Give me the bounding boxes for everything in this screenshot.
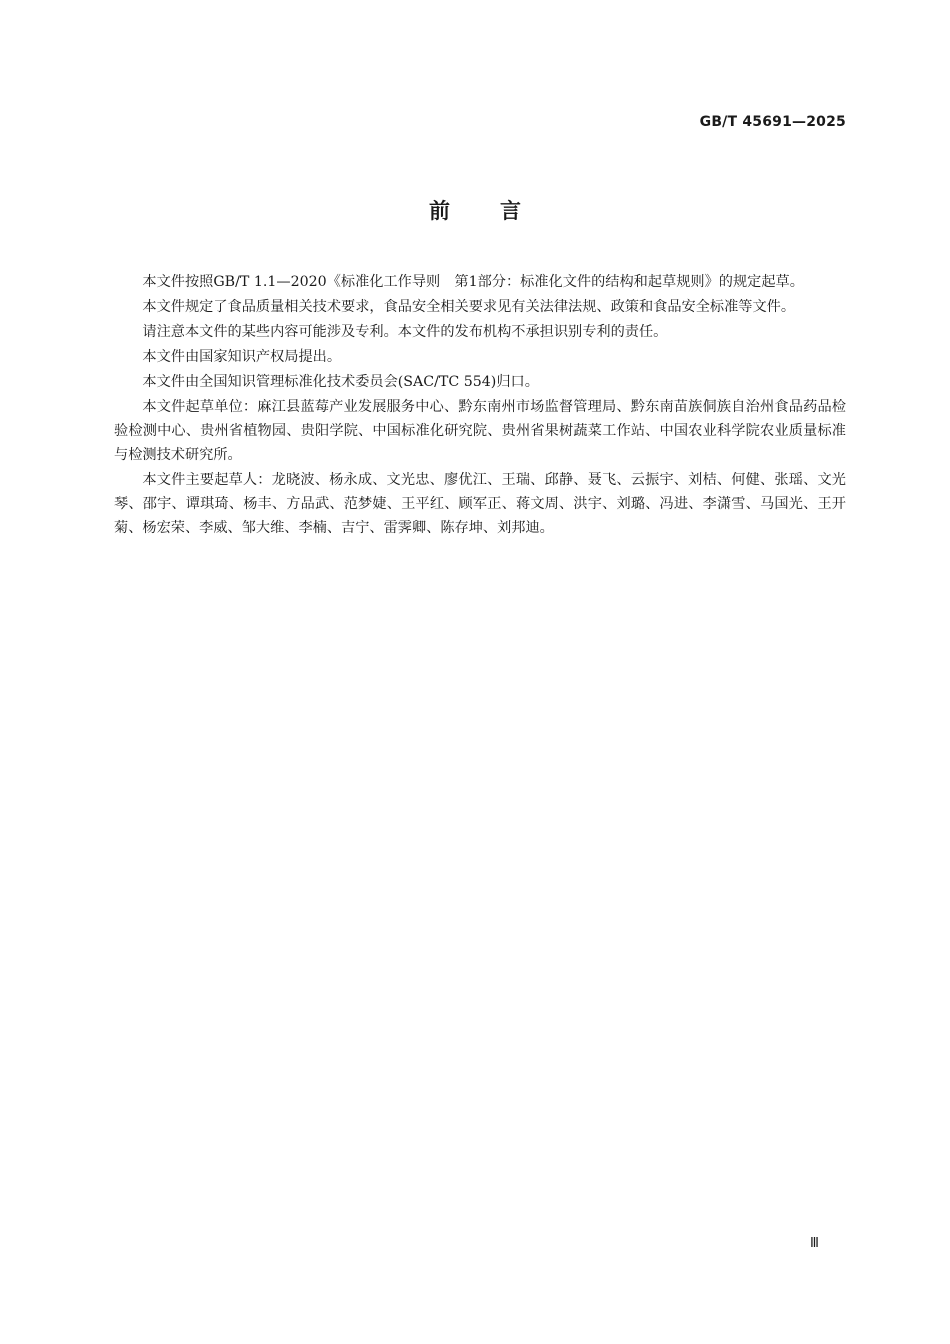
- paragraph-drafting-rules: 本文件按照GB/T 1.1—2020《标准化工作导则 第1部分：标准化文件的结构和起草规则》的规定起草。: [142, 274, 804, 290]
- standard-code: GB/T 45691—2025: [699, 114, 846, 130]
- paragraph-scope-note: 本文件规定了食品质量相关技术要求，食品安全相关要求见有关法律法规、政策和食品安全标准等文件。: [142, 299, 796, 315]
- paragraph-drafting-units: 本文件起草单位：麻江县蓝莓产业发展服务中心、黔东南州市场监督管理局、黔东南苗族侗族自治州食品药品检验检测中心、贵州省植物园、贵阳学院、中国标准化研究院、贵州省果树蔬菜工作站、中国农业科学院农业质量标准与检测技术研究所。: [114, 399, 846, 463]
- preface-body: [114, 270, 846, 541]
- paragraph-drafters: 本文件主要起草人：龙晓波、杨永成、文光忠、廖优江、王瑞、邱静、聂飞、云振宇、刘桔、何健、张瑶、文光琴、邵宇、谭琪琦、杨丰、方品武、范梦婕、王平红、顾军正、蒋文周、洪宇、刘璐、冯进、李潇雪、马国光、王开菊、杨宏荣、李威、邹大维、李楠、吉宁、雷霁卿、陈存坤、刘邦迪。: [114, 472, 846, 536]
- paragraph-proposer: 本文件由国家知识产权局提出。: [142, 349, 342, 365]
- page-number: Ⅲ: [810, 1236, 819, 1251]
- page-title: 前言: [429, 199, 571, 223]
- paragraph-patent-notice: 请注意本文件的某些内容可能涉及专利。本文件的发布机构不承担识别专利的责任。: [142, 324, 668, 340]
- paragraph-committee: 本文件由全国知识管理标准化技术委员会(SAC/TC 554)归口。: [142, 374, 539, 390]
